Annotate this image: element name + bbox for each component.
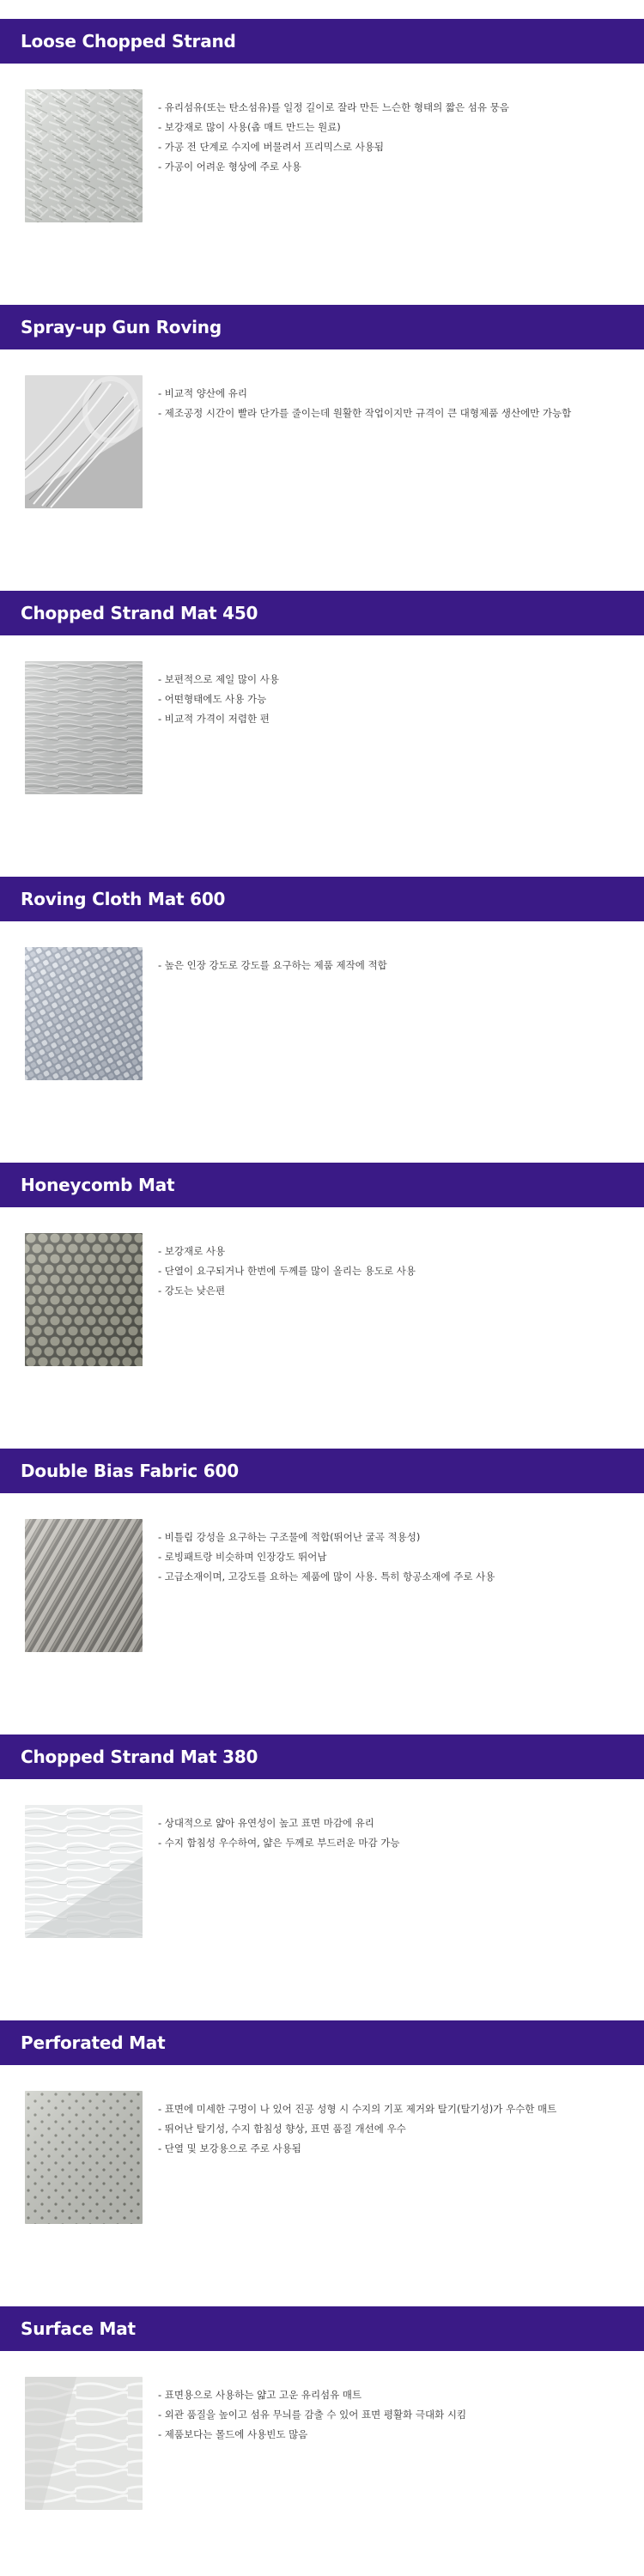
feature-item: - 비교적 가격이 저렴한 편 [158, 713, 270, 725]
product-section-honeycomb-mat [0, 1163, 644, 1449]
feature-item: - 표면용으로 사용하는 얇고 고운 유리섬유 매트 [158, 2389, 362, 2401]
chopped-strand-photo-icon [25, 89, 143, 222]
feature-list [158, 2385, 622, 2445]
product-title: Honeycomb Mat [21, 1175, 175, 1195]
feature-list [158, 1242, 622, 1301]
feature-item: - 강도는 낮은편 [158, 1285, 226, 1297]
section-header-band [0, 1163, 644, 1207]
feature-item: - 뛰어난 탈기성, 수지 함침성 향상, 표면 품질 개선에 우수 [158, 2123, 406, 2135]
feature-item: - 비틀림 강성을 요구하는 구조물에 적합(뛰어난 굴곡 적용성) [158, 1531, 421, 1543]
section-header-band [0, 19, 644, 64]
product-section-spray-up-gun-roving [0, 305, 644, 591]
product-title: Chopped Strand Mat 380 [21, 1747, 258, 1767]
feature-item: - 단열 및 보강용으로 주로 사용됨 [158, 2142, 301, 2154]
product-section-loose-chopped-strand [0, 19, 644, 305]
honeycomb-mat-photo-icon [25, 1233, 143, 1366]
feature-item: - 높은 인장 강도로 강도를 요구하는 제품 제작에 적합 [158, 959, 387, 971]
product-title: Perforated Mat [21, 2032, 166, 2053]
feature-item: - 상대적으로 얇아 유연성이 높고 표면 마감에 유리 [158, 1817, 374, 1829]
product-section-roving-cloth-mat-600 [0, 877, 644, 1163]
roving-spool-photo-icon [25, 375, 143, 508]
thin-strand-mat-photo-icon [25, 1805, 143, 1938]
product-title: Spray-up Gun Roving [21, 317, 222, 337]
feature-list [158, 1814, 622, 1853]
feature-list [158, 1528, 622, 1587]
feature-item: - 제조공정 시간이 빨라 단가를 줄이는데 원활한 작업이지만 규격이 큰 대형제품 생산에만 가능함 [158, 407, 572, 419]
feature-item: - 외관 품질을 높이고 섬유 무늬를 감출 수 있어 표면 평활화 극대화 시킴 [158, 2409, 467, 2421]
section-header-band [0, 2306, 644, 2351]
feature-item: - 보강재로 사용 [158, 1245, 226, 1257]
feature-item: - 제품보다는 몰드에 사용빈도 많음 [158, 2428, 308, 2440]
feature-item: - 유리섬유(또는 탄소섬유)를 일정 길이로 잘라 만든 느슨한 형태의 짧은 섬유 뭉음 [158, 101, 509, 113]
feature-item: - 표면에 미세한 구멍이 나 있어 진공 성형 시 수지의 기포 제거와 탈기(탈기성)가 우수한 매트 [158, 2103, 557, 2115]
section-header-band [0, 1735, 644, 1779]
feature-item: - 고급소재이며, 고강도를 요하는 제품에 많이 사용. 특히 항공소재에 주로 사용 [158, 1571, 495, 1583]
feature-item: - 보편적으로 제일 많이 사용 [158, 673, 279, 685]
product-section-chopped-strand-mat-380 [0, 1735, 644, 2020]
feature-item: - 비교적 양산에 유리 [158, 387, 247, 399]
section-header-band [0, 305, 644, 349]
feature-list [158, 2099, 622, 2159]
product-section-surface-mat [0, 2306, 644, 2576]
product-section-perforated-mat [0, 2020, 644, 2306]
product-title: Chopped Strand Mat 450 [21, 603, 258, 623]
perforated-mat-photo-icon [25, 2091, 143, 2224]
section-header-band [0, 2020, 644, 2065]
product-section-double-bias-fabric-600 [0, 1449, 644, 1735]
surface-mat-photo-icon [25, 2377, 143, 2510]
feature-list [158, 956, 622, 975]
feature-item: - 가공이 어려운 형상에 주로 사용 [158, 161, 301, 173]
feature-item: - 어떤형태에도 사용 가능 [158, 693, 267, 705]
feature-item: - 단열이 요구되거나 한번에 두께를 많이 올리는 용도로 사용 [158, 1265, 416, 1277]
feature-item: - 가공 전 단계로 수지에 버물려서 프리믹스로 사용됨 [158, 141, 385, 153]
strand-mat-photo-icon [25, 661, 143, 794]
feature-item: - 보강재로 많이 사용(촙 매트 만드는 원료) [158, 121, 341, 133]
feature-item: - 수지 함침성 우수하여, 얇은 두께로 부드러운 마감 가능 [158, 1837, 400, 1849]
woven-cloth-photo-icon [25, 947, 143, 1080]
bias-fabric-photo-icon [25, 1519, 143, 1652]
product-title: Roving Cloth Mat 600 [21, 889, 226, 909]
section-header-band [0, 1449, 644, 1493]
feature-list [158, 384, 622, 423]
feature-list [158, 98, 622, 177]
product-section-chopped-strand-mat-450 [0, 591, 644, 877]
section-header-band [0, 591, 644, 635]
section-header-band [0, 877, 644, 921]
product-title: Loose Chopped Strand [21, 31, 236, 52]
feature-item: - 로빙패트랑 비슷하며 인장강도 뛰어남 [158, 1551, 327, 1563]
feature-list [158, 670, 622, 729]
product-title: Double Bias Fabric 600 [21, 1461, 239, 1481]
product-title: Surface Mat [21, 2318, 136, 2339]
